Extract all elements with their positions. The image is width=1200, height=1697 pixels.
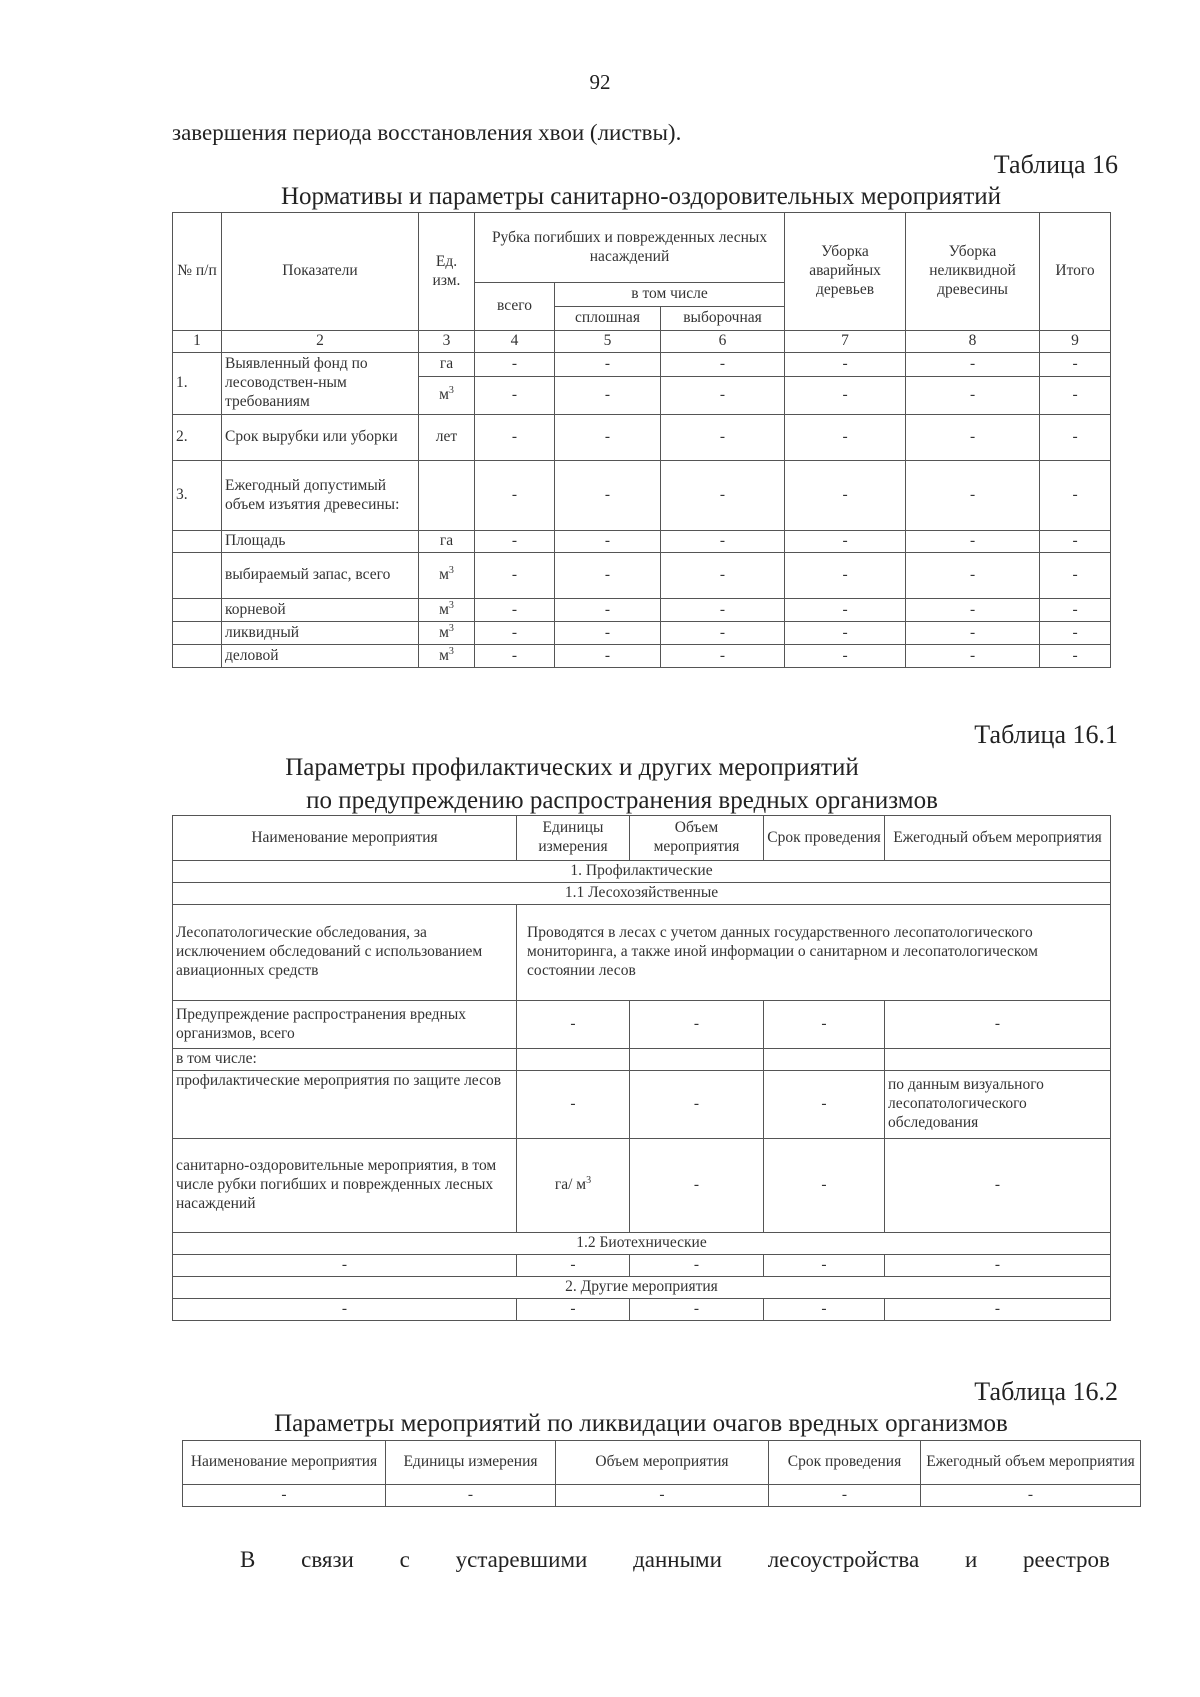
row-name: Предупреждение распространения вредных организмов, всего [173,1001,517,1049]
cell-value: - [475,377,555,415]
cell-value: - [555,553,661,599]
header-felling: Рубка погибших и поврежденных лесных насаждений [475,213,785,283]
table-row [173,1255,1111,1277]
cell-value: - [785,622,906,645]
table16-2-label: Таблица 16.2 [974,1377,1118,1406]
table-row [173,353,1111,377]
header-clear: сплошная [555,307,661,331]
cell-value: - [555,645,661,668]
cell-value: - [555,461,661,531]
row-num: 1. [173,353,222,415]
cell-value: - [764,1071,885,1139]
intro-text: завершения периода восстановления хвои (листвы). [172,120,682,145]
row-unit: лет [419,415,475,461]
paragraph-word: устаревшими [455,1547,588,1572]
cell-value: - [906,553,1040,599]
table-row [173,1071,1111,1139]
cell-value: - [661,622,785,645]
header-volume: Объем мероприятия [556,1441,769,1485]
row-unit [419,461,475,531]
cell-value: - [1040,645,1111,668]
paragraph-word: В [240,1547,256,1572]
row-name: корневой [222,599,419,622]
row-name: Срок вырубки или уборки [222,415,419,461]
cell-value: - [764,1139,885,1233]
cell-value: - [475,599,555,622]
cell-value: - [785,553,906,599]
row-unit: $м^3$ [419,553,475,599]
cell-value: - [885,1299,1111,1321]
header-unit: Единицы измерения [386,1441,556,1485]
cell-value: - [661,645,785,668]
row-survey-text: Проводятся в лесах с учетом данных государственного лесопатологического мониторинга, а также иной информации о санитарном и лесопатологическом состоянии лесов [517,905,1111,1001]
page-number: 92 [589,70,611,94]
cell-value: - [1040,461,1111,531]
cell-value: - [885,1001,1111,1049]
cell-value: - [630,1139,764,1233]
closing-paragraph [240,1547,1110,1573]
cell-value: - [921,1485,1141,1507]
header-including: в том числе [555,283,785,307]
column-number-row [173,331,1111,353]
cell-value: - [906,353,1040,377]
cell-value: - [906,461,1040,531]
row-num [173,599,222,622]
cell-value: - [630,1299,764,1321]
col-number: 9 [1040,331,1111,353]
cell-value: - [661,531,785,553]
cell-value: - [555,353,661,377]
table-row [173,461,1111,531]
col-number: 7 [785,331,906,353]
cell-value: - [1040,622,1111,645]
cell-value: - [885,1139,1111,1233]
cell-value: - [769,1485,921,1507]
header-term: Срок проведения [769,1441,921,1485]
cell-value: - [630,1071,764,1139]
cell-value: - [785,461,906,531]
cell-value: - [661,415,785,461]
header-name: Наименование мероприятия [173,816,517,861]
table-row [173,1049,1111,1071]
col-number: 4 [475,331,555,353]
row-name: санитарно-оздоровительные мероприятия, в том числе рубки погибших и поврежденных лесных насаждений [173,1139,517,1233]
cell-value: - [555,531,661,553]
cell-value: - [1040,353,1111,377]
cell-value: - [906,377,1040,415]
cell-value: - [475,531,555,553]
cell-value: - [630,1001,764,1049]
paragraph-word: реестров [1023,1547,1110,1572]
cell-value: - [785,353,906,377]
table-row [183,1485,1141,1507]
cell-value: - [1040,377,1111,415]
table16-2 [182,1440,1141,1507]
row-num [173,622,222,645]
table16-1-label: Таблица 16.1 [974,720,1118,749]
table-row [173,1001,1111,1049]
row-unit: $м^3$ [419,599,475,622]
header-unit: Единицы измерения [517,816,630,861]
row-num [173,553,222,599]
cell-value: - [906,531,1040,553]
row-unit: $м^3$ [419,377,475,415]
row-num [173,645,222,668]
table16-1-title-line1: Параметры профилактических и других мероприятий [285,754,859,781]
cell-value: - [517,1255,630,1277]
table16-2-title: Параметры мероприятий по ликвидации очагов вредных организмов [274,1410,1008,1437]
col-number: 5 [555,331,661,353]
table-row [173,415,1111,461]
row-name: профилактические мероприятия по защите лесов [173,1071,517,1139]
cell-value: - [475,645,555,668]
row-num: 2. [173,415,222,461]
row-name: Ежегодный допустимый объем изъятия древесины: [222,461,419,531]
row-num [173,531,222,553]
cell-value: - [661,377,785,415]
row-name: выбираемый запас, всего [222,553,419,599]
cell-value: - [173,1299,517,1321]
table-row [173,531,1111,553]
paragraph-word: лесоустройства [767,1547,920,1572]
cell-value: - [1040,531,1111,553]
row-unit: $м^3$ [419,622,475,645]
cell-value: - [475,461,555,531]
col-number: 6 [661,331,785,353]
section-biotechnical: 1.2 Биотехнические [173,1233,1111,1255]
table-row [173,1139,1111,1233]
table16-1 [172,815,1111,1321]
table16 [172,212,1111,668]
col-number: 8 [906,331,1040,353]
header-indicator: Показатели [222,213,419,331]
cell-value: - [555,599,661,622]
table16-label: Таблица 16 [993,150,1118,179]
cell-value: - [906,622,1040,645]
cell-value: - [556,1485,769,1507]
header-name: Наименование мероприятия [183,1441,386,1485]
cell-value: - [661,553,785,599]
table-row [173,1299,1111,1321]
row-unit: га [419,531,475,553]
cell-value: - [517,1299,630,1321]
cell-value: - [475,415,555,461]
cell-value: - [475,553,555,599]
header-selective: выборочная [661,307,785,331]
cell-value: - [764,1299,885,1321]
table16-title: Нормативы и параметры санитарно-оздоровительных мероприятий [280,183,1002,210]
row-name: деловой [222,645,419,668]
cell-value: - [475,353,555,377]
cell-value: - [885,1255,1111,1277]
header-sum: Итого [1040,213,1111,331]
cell-value: - [764,1255,885,1277]
section-prophylactic: 1. Профилактические [173,861,1111,883]
row-unit: $м^3$ [419,645,475,668]
cell-value: - [475,622,555,645]
cell-value: - [1040,415,1111,461]
paragraph-word: данными [633,1547,722,1572]
row-name: ликвидный [222,622,419,645]
col-number: 2 [222,331,419,353]
paragraph-word: и [964,1547,978,1572]
cell-value: - [555,377,661,415]
row-name: Площадь [222,531,419,553]
row-num: 3. [173,461,222,531]
table-row [173,622,1111,645]
cell-value: - [630,1255,764,1277]
cell-value: - [1040,599,1111,622]
header-annual: Ежегодный объем мероприятия [885,816,1111,861]
header-emergency: Уборка аварийных деревьев [785,213,906,331]
cell-value [885,1049,1111,1071]
cell-value [764,1049,885,1071]
table16-1-title-line2: по предупреждению распространения вредных организмов [306,787,938,814]
header-num: № п/п [173,213,222,331]
section-other: 2. Другие мероприятия [173,1277,1111,1299]
table-row [173,905,1111,1001]
header-annual: Ежегодный объем мероприятия [921,1441,1141,1485]
paragraph-word: с [399,1547,410,1572]
header-unmarketable: Уборка неликвидной древесины [906,213,1040,331]
col-number: 1 [173,331,222,353]
cell-value: - [183,1485,386,1507]
cell-value: - [906,599,1040,622]
section-forestry: 1.1 Лесохозяйственные [173,883,1111,905]
cell-value: - [785,415,906,461]
cell-value: - [661,353,785,377]
table-row [173,645,1111,668]
row-name: Выявленный фонд по лесоводствен-ным требованиям [222,353,419,415]
cell-value: - [785,645,906,668]
cell-value [630,1049,764,1071]
header-volume: Объем мероприятия [630,816,764,861]
cell-value: - [785,599,906,622]
table-row [173,553,1111,599]
row-unit: га [419,353,475,377]
header-unit: Ед. изм. [419,213,475,331]
cell-value: - [906,415,1040,461]
paragraph-word: связи [301,1547,354,1572]
row-name: в том числе: [173,1049,517,1071]
cell-value: - [386,1485,556,1507]
header-term: Срок проведения [764,816,885,861]
cell-value: - [555,622,661,645]
cell-value: - [555,415,661,461]
cell-value: - [661,599,785,622]
cell-value: - [906,645,1040,668]
cell-value: - [1040,553,1111,599]
cell-value: - [173,1255,517,1277]
cell-value: - [785,377,906,415]
table-row [173,599,1111,622]
cell-value: - [661,461,785,531]
cell-value: - [764,1001,885,1049]
row-annual: по данным визуального лесопатологического обследования [885,1071,1111,1139]
row-name: Лесопатологические обследования, за исключением обследований с использованием авиационных средств [173,905,517,1001]
cell-value: - [517,1071,630,1139]
cell-value [517,1049,630,1071]
cell-value: - [517,1001,630,1049]
col-number: 3 [419,331,475,353]
header-total: всего [475,283,555,331]
cell-value: - [785,531,906,553]
row-unit: га/ $м^3$ [517,1139,630,1233]
